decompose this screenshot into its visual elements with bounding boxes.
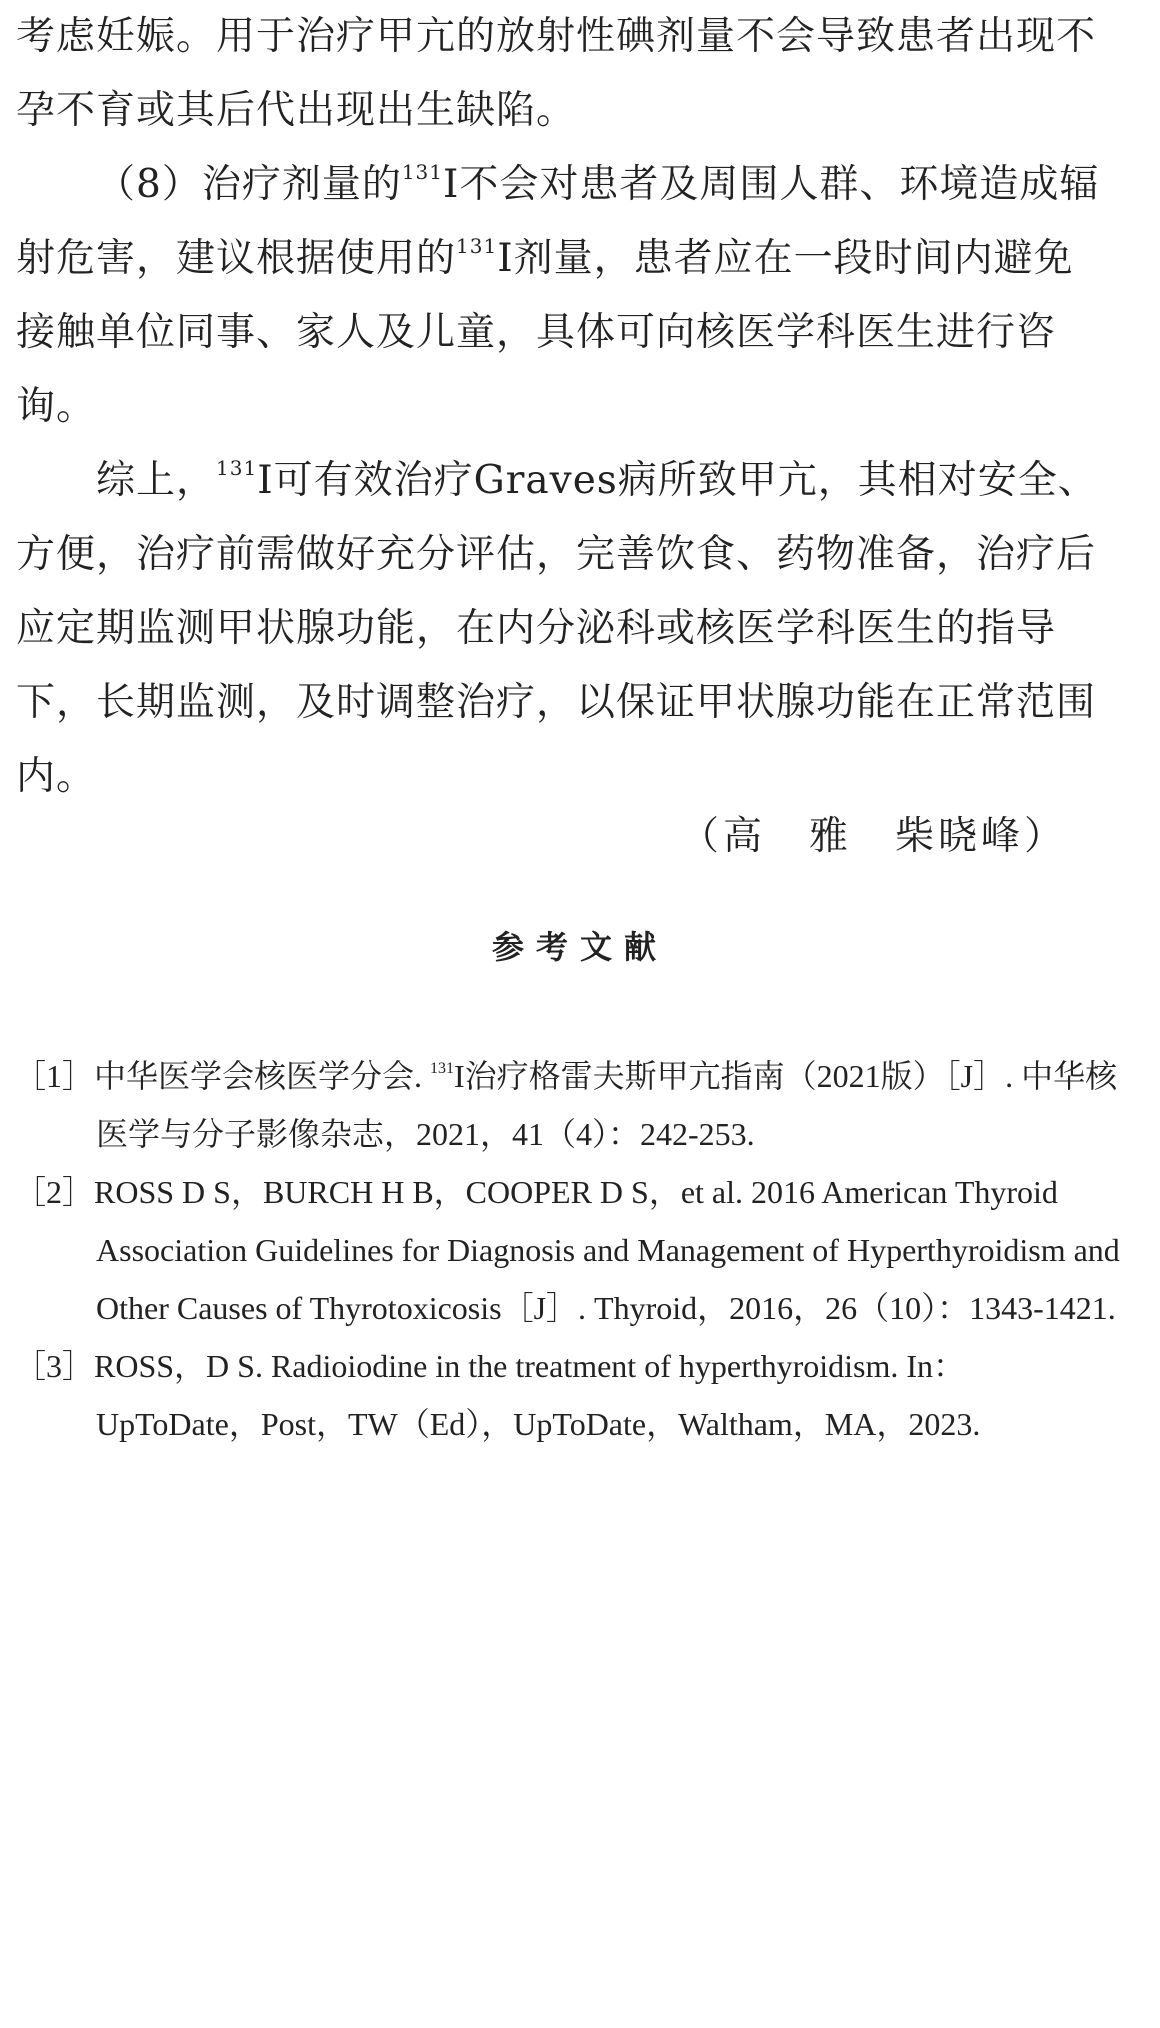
isotope-superscript: 131 [430,1060,455,1077]
paragraph-radiation-safety [16,148,1112,444]
reference-text: ［2］ROSS D S，BURCH H B，COOPER D S，et al. 2016 American Thyroid Association Guidelines for Diagnosis and Management of Hyperthyroidism and Other Causes of Thyrotoxicosis［J］. Thyroid，2016，26（10）：1343-1421. [14,1174,1120,1326]
paragraph-text: I剂量，患者应在一段时间内避免接触单位同事、家人及儿童，具体可向核医学科医生进行咨询。 [16,236,1074,429]
reference-item [14,1337,1124,1453]
isotope-superscript: 131 [456,234,498,258]
reference-text: ［1］中华医学会核医学分会. [14,1058,431,1094]
paragraph-text: 综上， [96,458,217,503]
references-title: 参考文献 [491,928,668,966]
reference-item [14,1163,1124,1337]
paragraph-conclusion [16,444,1112,814]
isotope-superscript: 131 [216,456,258,480]
paragraph-text: I不会对患者及周围人群、环境造成辐射危害，建议根据使用的 [16,162,1100,281]
reference-item [14,1047,1124,1163]
reference-text: I治疗格雷夫斯甲亢指南（2021版）［J］. 中华核医学与分子影像杂志，2021，41（4）：242-253. [96,1058,1118,1152]
isotope-superscript: 131 [401,160,444,184]
body-text [16,0,1112,814]
paragraph-text: 考虑妊娠。用于治疗甲亢的放射性碘剂量不会导致患者出现不孕不育或其后代出现出生缺陷。 [16,14,1097,133]
paragraph-text: I可有效治疗Graves病所致甲亢，其相对安全、方便，治疗前需做好充分评估，完善饮食、药物准备，治疗后应定期监测甲状腺功能，在内分泌科或核医学科医生的指导下，长期监测，及时调整治疗，以保证甲状腺功能在正常范围内。 [16,458,1098,799]
reference-text: ［3］ROSS，D S. Radioiodine in the treatment of hyperthyroidism. In：UpToDate，Post，TW（Ed），UpToDate，Waltham，MA，2023. [14,1348,981,1442]
paragraph-pregnancy [16,0,1112,148]
paragraph-text: （8）治疗剂量的 [96,162,402,207]
references-list [14,1047,1124,1453]
author-signature: （高 雅 柴晓峰） [680,814,1068,859]
